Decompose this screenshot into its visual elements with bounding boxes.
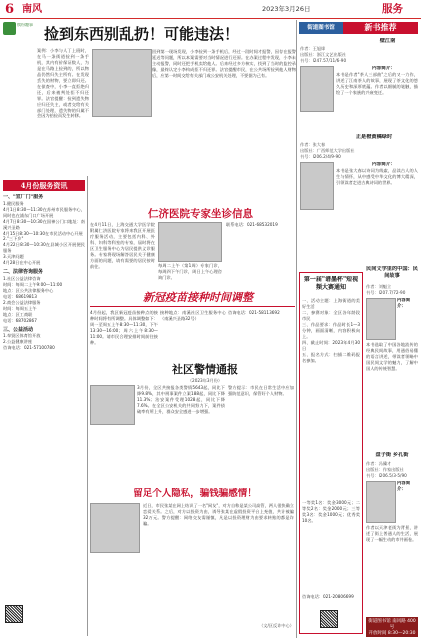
vaccine-title: 新冠疫苗接种时间调整 [143, 291, 253, 304]
book1-publisher: 出版社：浙江文艺出版社 [300, 52, 347, 57]
schedule-item: 1.社区公益法律咨询 [3, 275, 41, 281]
book3-intro: 本书选取了中国各地流传的经典民间故事，用通俗易懂的语言讲述，带读者领略中国民间文学的魅力，了解中国人的传统智慧。 [366, 342, 418, 371]
schedule-item: 4月15日8:30—10:30在市民活动中心开展 [3, 230, 83, 236]
feature-headline: 捡到东西别乱扔！可能违法！ [44, 26, 240, 43]
book4-publisher: 出版社：作家出版社 [366, 467, 404, 472]
book4-isbn: 书号：I206.5/3-5/90 [366, 473, 407, 478]
community-subtitle: （2023年3月份） [187, 378, 223, 383]
schedule-item: 4月7日8:30—10:30在国神公门口地址：南溪兴圣路 [3, 218, 85, 230]
community-tips: 警方提示：市民在日常生活中应加强防范意识，保管好个人财物。 [228, 385, 294, 396]
book4-intro-label: 内容简介： [397, 481, 411, 492]
book4-title: 盘子街 乡孔街 [375, 452, 409, 458]
book3-title: 民间文学里的中国：民间故事 [366, 266, 418, 280]
schedule-section-title: 一、"宜厂门"服务 [3, 194, 44, 200]
book3-author: 作者：刘魁立 [366, 284, 392, 289]
vaccine-body: 4月份起，我区新冠疫苗接种点的接种时间将有所调整。具体调整如下：周一至周五上午8:30—11:30，下午13:30—16:00；周六上午8:30—11:00。请市民合理安排时间前往接种。 [90, 310, 158, 345]
expert-schedule: 每周二上午（第1周）专家门诊，每周四下午门诊，周日上午心理咨询门诊。 [158, 263, 222, 280]
schedule-item: 电话：68619813 [3, 293, 37, 299]
book1-intro: 本书是作者"茶人三部曲"之后的又一力作，讲述了江南茶人的故事，展现了茶文化的悠久历史和深厚底蕴。作者以细腻的笔触，描绘了一个家族的兴衰变迁。 [336, 72, 418, 95]
feature-photo [92, 49, 152, 117]
qr-code[interactable] [5, 605, 23, 623]
schedule-item: 2.商会公益法律服务 [3, 299, 41, 305]
library-tag: 街道图书馆 [299, 22, 343, 34]
book2-publisher: 出版社：广西师范大学出版社 [300, 148, 355, 153]
book1-cover [300, 66, 334, 112]
schedule-item: 1.健民服务 [3, 200, 24, 206]
schedule-item: 电话：68702867 [3, 317, 37, 323]
community-body: 3月份，全区共接报各类警情5643起，同比下降9.8%，其中刑事案件立案188起，同比下降11.3%；治安案件受理1028起，同比下降7.6%。在全区公安机关的共同努力下，案件侦破率有所上升，群众安全感进一步增强。 [137, 385, 225, 414]
issue-date: 2023年3月26日 [262, 5, 311, 13]
schedule-item: 地点：区工商联 [3, 311, 33, 317]
feature-body: 回到第一现场发现，小李捡到一条手机后，经过一段时间才报警，因存在报警延迟等问题，所以本案需要对当时情况进行还原。在办案过程中发现，小李未主动报警，同时还把手机卖给他人。后来经过多方核实，找到了当时的监控录像，最终认定小李构成拒不归还罪。法官提醒市民，在公共场所捡到他人财物后，应第一时间交给有关部门或公安机关处理，不要据为己有。 [152, 49, 296, 78]
police-photo [90, 385, 135, 425]
column-divider [87, 176, 88, 636]
schedule-item: 4月28日在中心开展 [3, 260, 41, 266]
fraud-credit: （文/区反诈中心） [259, 623, 294, 628]
fraud-title: 留足个人隐私，骗钱骗感情！ [133, 488, 257, 499]
schedule-item: 4月22日8:30—10:30在县城小区开展便民服务 [3, 242, 85, 254]
category-icon [3, 22, 16, 35]
book1-intro-label: 内容简介： [372, 66, 395, 71]
expert-contacts: 联系电话：021-68532019 [226, 222, 278, 227]
book2-cover [300, 162, 334, 210]
schedule-section-title: 三、公益活动 [3, 326, 34, 333]
schedule-item: 时间：每周五上午 [3, 305, 37, 311]
vaccine-detail: 接种地点：南溪社区卫生服务中心（南溪兴圣路32号） [160, 310, 226, 321]
right-banner: 新书推荐 [343, 22, 418, 34]
book4-cover [366, 481, 396, 523]
book4-intro: 作者以天津老街为背景，讲述了街上普通人的生活，展现了一幅生动的市井画卷。 [366, 525, 418, 542]
book2-intro: 本书是张大春以诗词为线索，品读古人的人生与情怀，从中感受中华文化的博大精深，引领读者走进古典诗词的世界。 [336, 168, 418, 185]
book2-intro-label: 内容简介： [372, 162, 395, 167]
fraud-body: 近日，市民张某在网上结识了一名"网友"，对方自称是某公司高管，两人很快确立恋爱关系。之后，对方以投资为由，诱导张某在虚假投资平台上充值，共计被骗32万元。警方提醒：网络交友需谨慎，凡是以投资理财为由要求转账的都是诈骗。 [143, 503, 294, 526]
book2-isbn: 书号：I206.2/4/9-90 [300, 154, 341, 159]
culture-contact: 咨询电话：021-20806699 [302, 594, 354, 599]
section-name: 服务 [382, 3, 403, 15]
library-footer: 街道图书馆 南风路 400 号 开放时间 8:30—20:30 [366, 617, 418, 637]
schedule-item: 地点：区公共法律服务中心 [3, 287, 54, 293]
book1-author: 作者：王旭烽 [300, 46, 326, 51]
masthead [0, 0, 421, 19]
vaccine-rule [90, 306, 295, 307]
culture-prizes: 一等奖1名：奖金3000元；二等奖2名：奖金2000元；三等奖3名：奖金1000元；优秀奖10名。 [302, 500, 360, 523]
page-number: 6 [5, 2, 15, 17]
schedule-item: 时间：每周二上午9:00—11:00 [3, 281, 63, 287]
book1-isbn: 书号：I247.57/11/6-90 [300, 58, 347, 63]
book2-title: 正是橙黄橘绿时 [355, 134, 393, 140]
schedule-item: 1.奉贤区体育馆开放 [3, 333, 41, 339]
book4-author: 作者：冯骥才 [366, 461, 392, 466]
expert-body: 在4月11日，上海交通大学医学院附属仁济医院专家将来我区开展医疗服务活动，主要包括内科、外科、妇科等科室的专家，届时将在区卫生服务中心为居民提供义诊服务。专家将现场解答居民关于健康方面的问题，请有需要的居民按时前往。 [90, 222, 155, 269]
expert-photo [158, 222, 222, 262]
schedule-item: 4月1日8:30—11:30在苏州市民服务中心，同时也在浦东门口广场开展 [3, 206, 85, 218]
schedule-item: 咨询电话：021-57100780 [3, 345, 55, 351]
book1-title: 壁江南 [379, 38, 396, 44]
schedule-item: 3.天津问题 [3, 254, 24, 260]
schedule-banner: 4月份服务资讯 [3, 180, 85, 191]
book2-author: 作者：张大春 [300, 142, 326, 147]
culture-body: 一、活动主题：上海街道的美好生活 二、参赛对象：全区各年龄段市民 三、作品要求：作品时长1—3分钟，画面清晰，内容积极向上。 四、截止时间：2023年4月30日 五、报名方式：扫描二维码报名参加。 [302, 298, 360, 363]
schedule-section-title: 二、法律咨询服务 [3, 269, 44, 276]
book3-isbn: 书号：I207.7/72-90 [366, 290, 406, 295]
feature-intro: 案例：小李与人丁上班时，在马一条街道捡到一条手机，其内有价保证数人，为是在马路上捡到的，所以物品仍然归失主所有。在发现丢失的财物，要立即归还。在侦查中，小李一直拒绝归还，后来被判处拒不归还罪。法官提醒：捡到遗失物应归还失主，或者交给有关部门处理，遗失物的归属不会因为拾捡而发生转移。 [37, 48, 89, 119]
expert-title: 仁济医院专家坐诊信息 [148, 208, 253, 220]
book3-cover [366, 298, 396, 340]
schedule-item: 2.公益健康讲座 [3, 339, 33, 345]
book3-intro-label: 内容简介： [397, 298, 411, 309]
culture-qr-code[interactable] [320, 610, 338, 628]
fraud-photo [90, 503, 140, 553]
category-label: 缤纷趣事 [17, 23, 33, 27]
schedule-column [3, 194, 85, 604]
column-divider [296, 20, 297, 638]
schedule-item: 2."三下乡" [3, 236, 24, 242]
culture-title: 第一届"谱墨杯"短视频大赛通知 [303, 276, 359, 292]
community-title: 社区警情通报 [172, 363, 238, 376]
paper-name: 南风 [22, 4, 42, 15]
vaccine-phone: 咨询电话：021-58113692 [228, 310, 280, 315]
